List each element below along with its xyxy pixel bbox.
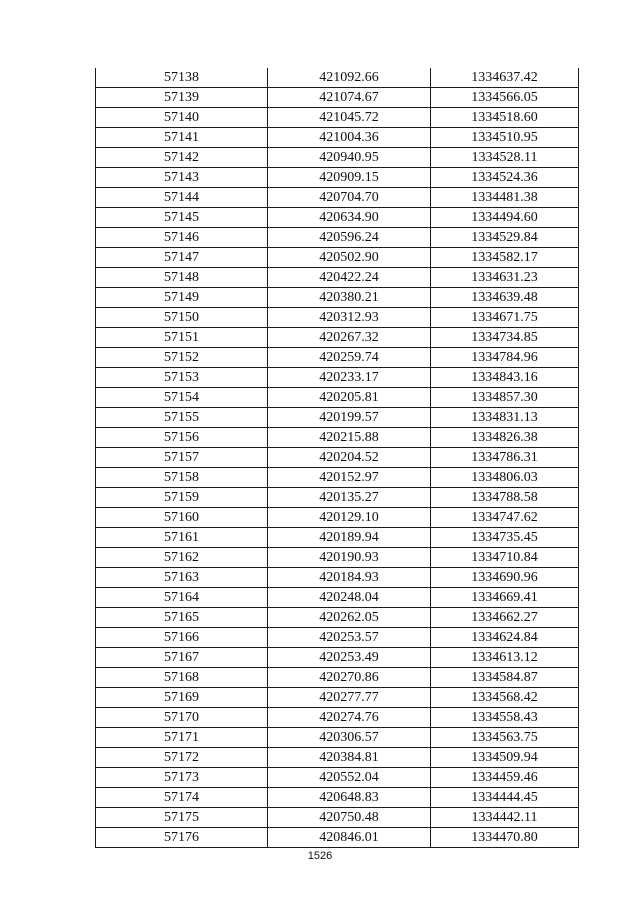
point-id-cell: 57175 <box>96 808 268 828</box>
point-id-cell: 57151 <box>96 328 268 348</box>
y-coordinate-cell: 1334470.80 <box>431 828 579 848</box>
y-coordinate-cell: 1334747.62 <box>431 508 579 528</box>
table-row <box>96 828 579 848</box>
table-row <box>96 228 579 248</box>
y-coordinate-cell: 1334613.12 <box>431 648 579 668</box>
x-coordinate-cell: 420135.27 <box>268 488 431 508</box>
y-coordinate-cell: 1334444.45 <box>431 788 579 808</box>
x-coordinate-cell: 420259.74 <box>268 348 431 368</box>
table-row <box>96 508 579 528</box>
point-id-cell: 57143 <box>96 168 268 188</box>
y-coordinate-cell: 1334843.16 <box>431 368 579 388</box>
y-coordinate-cell: 1334637.42 <box>431 68 579 88</box>
table-row <box>96 788 579 808</box>
table-row <box>96 148 579 168</box>
x-coordinate-cell: 421045.72 <box>268 108 431 128</box>
point-id-cell: 57152 <box>96 348 268 368</box>
x-coordinate-cell: 420380.21 <box>268 288 431 308</box>
x-coordinate-cell: 420277.77 <box>268 688 431 708</box>
y-coordinate-cell: 1334639.48 <box>431 288 579 308</box>
table-row <box>96 708 579 728</box>
x-coordinate-cell: 420596.24 <box>268 228 431 248</box>
x-coordinate-cell: 420270.86 <box>268 668 431 688</box>
table-row <box>96 768 579 788</box>
point-id-cell: 57167 <box>96 648 268 668</box>
y-coordinate-cell: 1334669.41 <box>431 588 579 608</box>
x-coordinate-cell: 420190.93 <box>268 548 431 568</box>
table-row <box>96 68 579 88</box>
x-coordinate-cell: 420750.48 <box>268 808 431 828</box>
table-row <box>96 268 579 288</box>
x-coordinate-cell: 420940.95 <box>268 148 431 168</box>
point-id-cell: 57155 <box>96 408 268 428</box>
y-coordinate-cell: 1334494.60 <box>431 208 579 228</box>
x-coordinate-cell: 421074.67 <box>268 88 431 108</box>
point-id-cell: 57169 <box>96 688 268 708</box>
y-coordinate-cell: 1334806.03 <box>431 468 579 488</box>
point-id-cell: 57148 <box>96 268 268 288</box>
x-coordinate-cell: 420306.57 <box>268 728 431 748</box>
table-row <box>96 248 579 268</box>
table-row <box>96 568 579 588</box>
point-id-cell: 57153 <box>96 368 268 388</box>
y-coordinate-cell: 1334518.60 <box>431 108 579 128</box>
x-coordinate-cell: 420274.76 <box>268 708 431 728</box>
table-row <box>96 668 579 688</box>
point-id-cell: 57141 <box>96 128 268 148</box>
table-row <box>96 688 579 708</box>
point-id-cell: 57149 <box>96 288 268 308</box>
y-coordinate-cell: 1334524.36 <box>431 168 579 188</box>
y-coordinate-cell: 1334631.23 <box>431 268 579 288</box>
x-coordinate-cell: 420502.90 <box>268 248 431 268</box>
x-coordinate-cell: 420634.90 <box>268 208 431 228</box>
y-coordinate-cell: 1334584.87 <box>431 668 579 688</box>
table-row <box>96 208 579 228</box>
y-coordinate-cell: 1334710.84 <box>431 548 579 568</box>
x-coordinate-cell: 420189.94 <box>268 528 431 548</box>
table-row <box>96 648 579 668</box>
y-coordinate-cell: 1334459.46 <box>431 768 579 788</box>
x-coordinate-cell: 420704.70 <box>268 188 431 208</box>
y-coordinate-cell: 1334786.31 <box>431 448 579 468</box>
x-coordinate-cell: 420152.97 <box>268 468 431 488</box>
table-row <box>96 368 579 388</box>
y-coordinate-cell: 1334690.96 <box>431 568 579 588</box>
point-id-cell: 57163 <box>96 568 268 588</box>
x-coordinate-cell: 420184.93 <box>268 568 431 588</box>
x-coordinate-cell: 420648.83 <box>268 788 431 808</box>
y-coordinate-cell: 1334831.13 <box>431 408 579 428</box>
point-id-cell: 57146 <box>96 228 268 248</box>
y-coordinate-cell: 1334662.27 <box>431 608 579 628</box>
point-id-cell: 57139 <box>96 88 268 108</box>
x-coordinate-cell: 421092.66 <box>268 68 431 88</box>
point-id-cell: 57147 <box>96 248 268 268</box>
point-id-cell: 57160 <box>96 508 268 528</box>
table-row <box>96 408 579 428</box>
point-id-cell: 57154 <box>96 388 268 408</box>
x-coordinate-cell: 420233.17 <box>268 368 431 388</box>
table-row <box>96 168 579 188</box>
point-id-cell: 57142 <box>96 148 268 168</box>
point-id-cell: 57171 <box>96 728 268 748</box>
x-coordinate-cell: 420422.24 <box>268 268 431 288</box>
x-coordinate-cell: 420846.01 <box>268 828 431 848</box>
page-number: 1526 <box>307 850 333 862</box>
y-coordinate-cell: 1334568.42 <box>431 688 579 708</box>
table-row <box>96 528 579 548</box>
point-id-cell: 57150 <box>96 308 268 328</box>
y-coordinate-cell: 1334528.11 <box>431 148 579 168</box>
point-id-cell: 57176 <box>96 828 268 848</box>
table-row <box>96 448 579 468</box>
point-id-cell: 57159 <box>96 488 268 508</box>
point-id-cell: 57158 <box>96 468 268 488</box>
y-coordinate-cell: 1334509.94 <box>431 748 579 768</box>
table-row <box>96 428 579 448</box>
x-coordinate-cell: 420267.32 <box>268 328 431 348</box>
point-id-cell: 57170 <box>96 708 268 728</box>
x-coordinate-cell: 420909.15 <box>268 168 431 188</box>
point-id-cell: 57161 <box>96 528 268 548</box>
point-id-cell: 57166 <box>96 628 268 648</box>
table-row <box>96 588 579 608</box>
y-coordinate-cell: 1334788.58 <box>431 488 579 508</box>
x-coordinate-cell: 420204.52 <box>268 448 431 468</box>
y-coordinate-cell: 1334529.84 <box>431 228 579 248</box>
point-id-cell: 57165 <box>96 608 268 628</box>
table-row <box>96 308 579 328</box>
y-coordinate-cell: 1334481.38 <box>431 188 579 208</box>
y-coordinate-cell: 1334784.96 <box>431 348 579 368</box>
table-row <box>96 188 579 208</box>
x-coordinate-cell: 420262.05 <box>268 608 431 628</box>
point-id-cell: 57162 <box>96 548 268 568</box>
x-coordinate-cell: 420312.93 <box>268 308 431 328</box>
table-row <box>96 728 579 748</box>
y-coordinate-cell: 1334582.17 <box>431 248 579 268</box>
table-row <box>96 808 579 828</box>
table-row <box>96 108 579 128</box>
coordinate-table <box>95 68 579 848</box>
x-coordinate-cell: 420129.10 <box>268 508 431 528</box>
table-row <box>96 468 579 488</box>
x-coordinate-cell: 420552.04 <box>268 768 431 788</box>
y-coordinate-cell: 1334442.11 <box>431 808 579 828</box>
table-row <box>96 328 579 348</box>
y-coordinate-cell: 1334558.43 <box>431 708 579 728</box>
y-coordinate-cell: 1334735.45 <box>431 528 579 548</box>
x-coordinate-cell: 420205.81 <box>268 388 431 408</box>
table-row <box>96 548 579 568</box>
point-id-cell: 57157 <box>96 448 268 468</box>
x-coordinate-cell: 420248.04 <box>268 588 431 608</box>
x-coordinate-cell: 421004.36 <box>268 128 431 148</box>
y-coordinate-cell: 1334826.38 <box>431 428 579 448</box>
point-id-cell: 57174 <box>96 788 268 808</box>
point-id-cell: 57156 <box>96 428 268 448</box>
point-id-cell: 57168 <box>96 668 268 688</box>
x-coordinate-cell: 420384.81 <box>268 748 431 768</box>
point-id-cell: 57144 <box>96 188 268 208</box>
point-id-cell: 57138 <box>96 68 268 88</box>
y-coordinate-cell: 1334671.75 <box>431 308 579 328</box>
point-id-cell: 57172 <box>96 748 268 768</box>
y-coordinate-cell: 1334857.30 <box>431 388 579 408</box>
table-row <box>96 348 579 368</box>
table-row <box>96 388 579 408</box>
point-id-cell: 57140 <box>96 108 268 128</box>
point-id-cell: 57173 <box>96 768 268 788</box>
table-row <box>96 88 579 108</box>
table-row <box>96 128 579 148</box>
y-coordinate-cell: 1334624.84 <box>431 628 579 648</box>
y-coordinate-cell: 1334734.85 <box>431 328 579 348</box>
table-row <box>96 748 579 768</box>
table-row <box>96 628 579 648</box>
table-row <box>96 608 579 628</box>
point-id-cell: 57164 <box>96 588 268 608</box>
x-coordinate-cell: 420253.49 <box>268 648 431 668</box>
point-id-cell: 57145 <box>96 208 268 228</box>
table-row <box>96 488 579 508</box>
y-coordinate-cell: 1334566.05 <box>431 88 579 108</box>
x-coordinate-cell: 420215.88 <box>268 428 431 448</box>
table-row <box>96 288 579 308</box>
y-coordinate-cell: 1334510.95 <box>431 128 579 148</box>
x-coordinate-cell: 420253.57 <box>268 628 431 648</box>
coordinate-table-body <box>96 68 579 848</box>
y-coordinate-cell: 1334563.75 <box>431 728 579 748</box>
x-coordinate-cell: 420199.57 <box>268 408 431 428</box>
